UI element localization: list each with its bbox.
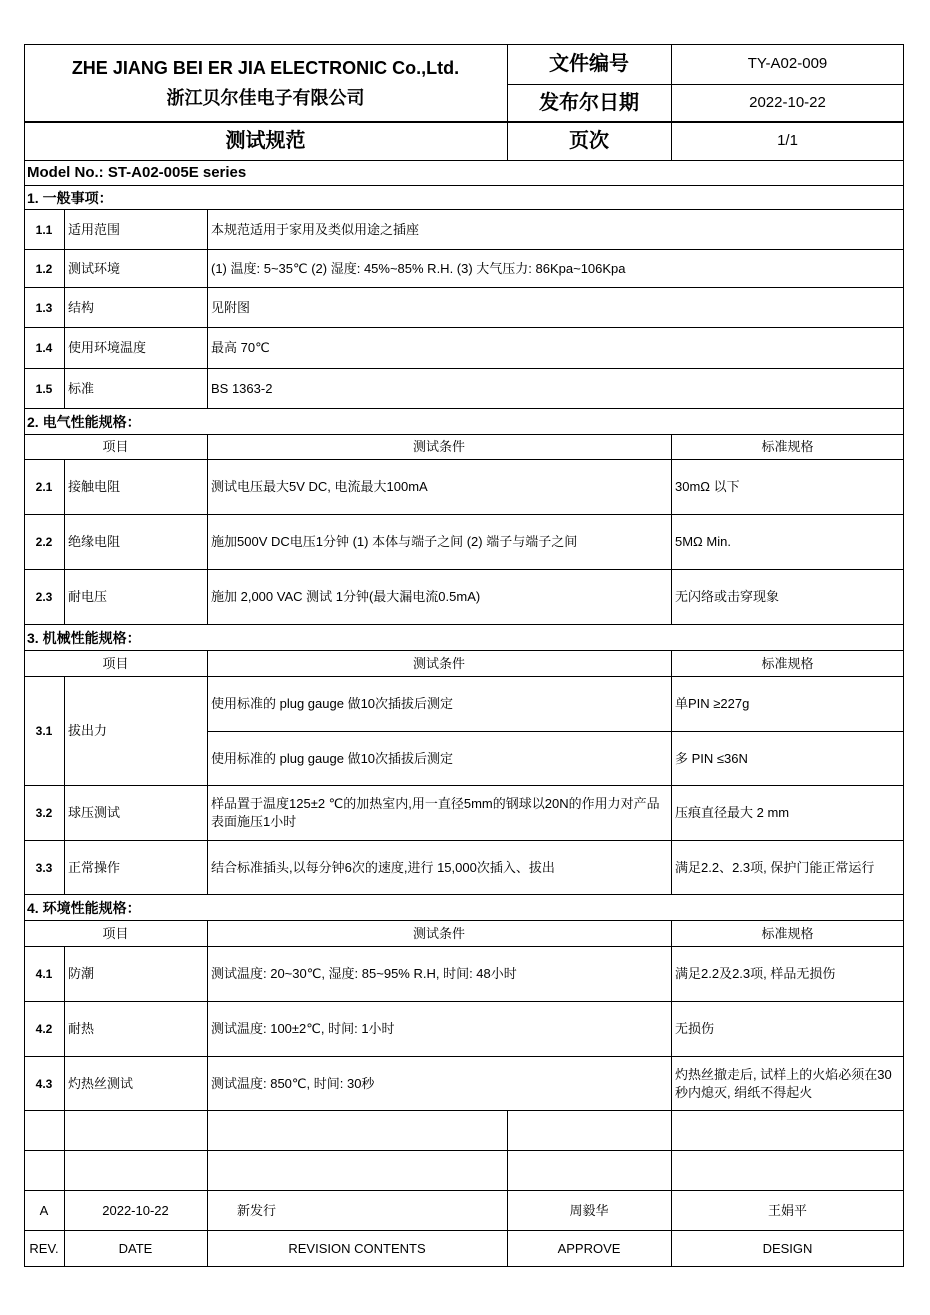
item-name: 结构 bbox=[68, 299, 95, 315]
item-name: 耐电压 bbox=[68, 589, 108, 604]
test-condition: 测试温度: 850℃, 时间: 30秒 bbox=[211, 1075, 375, 1091]
row-number: 2.3 bbox=[35, 590, 53, 604]
standard-spec: 多 PIN ≤36N bbox=[675, 750, 748, 766]
column-header-spec: 标准规格 bbox=[761, 655, 814, 671]
revision-date: 2022-10-22 bbox=[102, 1202, 169, 1218]
standard-spec: 满足2.2及2.3项, 样品无损伤 bbox=[675, 966, 836, 981]
company-name-en: ZHE JIANG BEI ER JIA ELECTRONIC Co.,Ltd. bbox=[71, 58, 460, 78]
item-name: 适用范围 bbox=[68, 221, 121, 237]
item-name: 防潮 bbox=[68, 966, 95, 981]
row-number: 4.2 bbox=[35, 1022, 53, 1036]
doc-number-label: 文件编号 bbox=[549, 53, 629, 75]
item-name: 测试环境 bbox=[68, 260, 121, 276]
row-number: 4.3 bbox=[35, 1076, 53, 1091]
column-header-spec: 标准规格 bbox=[761, 439, 814, 454]
document-title: 测试规范 bbox=[225, 130, 306, 152]
test-condition: 测试电压最大5V DC, 电流最大100mA bbox=[211, 479, 428, 494]
page-value: 1/1 bbox=[777, 132, 798, 149]
release-date-label: 发布尔日期 bbox=[539, 91, 639, 114]
item-name: 灼热丝测试 bbox=[68, 1075, 134, 1091]
row-number: 1.3 bbox=[35, 300, 53, 315]
test-condition: 结合标准插头,以每分钟6次的速度,进行 15,000次插入、拔出 bbox=[211, 859, 555, 875]
row-number: 4.1 bbox=[35, 967, 53, 981]
rev-label: REV. bbox=[29, 1240, 59, 1256]
revision-code: A bbox=[39, 1202, 49, 1218]
approve-label: APPROVE bbox=[557, 1240, 621, 1256]
column-header-condition: 测试条件 bbox=[412, 925, 465, 941]
model-number: Model No.: ST-A02-005E series bbox=[27, 164, 247, 181]
column-header-condition: 测试条件 bbox=[412, 439, 465, 454]
row-number: 1.5 bbox=[35, 381, 53, 396]
item-name: 标准 bbox=[68, 380, 95, 396]
approver-name: 周毅华 bbox=[569, 1202, 609, 1218]
standard-spec: 压痕直径最大 2 mm bbox=[675, 805, 790, 820]
item-name: 接触电阻 bbox=[68, 479, 121, 494]
row-number: 1.1 bbox=[35, 222, 53, 237]
column-header-condition: 测试条件 bbox=[412, 655, 465, 671]
section-3-title: 3. 机械性能规格： bbox=[27, 629, 141, 646]
test-specification-sheet bbox=[24, 44, 904, 1267]
row-number: 3.2 bbox=[35, 806, 53, 820]
revision-contents-label: REVISION CONTENTS bbox=[288, 1240, 426, 1256]
standard-spec: 满足2.2、2.3项, 保护门能正常运行 bbox=[675, 859, 875, 875]
item-content: BS 1363-2 bbox=[211, 380, 273, 396]
test-condition: 测试温度: 100±2℃, 时间: 1小时 bbox=[211, 1021, 395, 1036]
test-condition: 施加500V DC电压1分钟 (1) 本体与端子之间 (2) 端子与端子之间 bbox=[211, 534, 578, 549]
standard-spec: 无损伤 bbox=[675, 1021, 715, 1036]
standard-spec: 灼热丝撤走后, 试样上的火焰必须在30秒内熄灭, 绢纸不得起火 bbox=[675, 1066, 892, 1100]
date-label: DATE bbox=[118, 1240, 153, 1256]
doc-number-value: TY-A02-009 bbox=[747, 55, 828, 72]
item-name: 正常操作 bbox=[68, 859, 121, 875]
row-number: 3.3 bbox=[35, 860, 53, 875]
row-number: 1.4 bbox=[35, 341, 53, 355]
test-condition: 样品置于温度125±2 ℃的加热室内,用一直径5mm的钢球以20N的作用力对产品表面施压1小时 bbox=[211, 796, 660, 829]
row-number: 2.2 bbox=[35, 535, 53, 549]
section-1-title: 1. 一般事项： bbox=[27, 189, 113, 206]
item-content: (1) 温度: 5~35℃ (2) 湿度: 45%~85% R.H. (3) 大气压力: 86Kpa~106Kpa bbox=[211, 260, 626, 276]
design-label: DESIGN bbox=[762, 1240, 813, 1256]
item-name: 拔出力 bbox=[68, 723, 108, 738]
item-name: 耐热 bbox=[68, 1021, 95, 1036]
item-content: 见附图 bbox=[211, 299, 251, 315]
row-number: 1.2 bbox=[35, 261, 53, 276]
standard-spec: 30mΩ 以下 bbox=[675, 479, 740, 494]
revision-contents: 新发行 bbox=[237, 1202, 277, 1218]
page-label: 页次 bbox=[569, 130, 609, 152]
column-header-spec: 标准规格 bbox=[761, 925, 814, 941]
standard-spec: 无闪络或击穿现象 bbox=[675, 589, 780, 604]
item-name: 球压测试 bbox=[68, 805, 121, 820]
test-condition: 使用标准的 plug gauge 做10次插拔后测定 bbox=[211, 696, 454, 711]
column-header-item: 项目 bbox=[102, 655, 129, 671]
column-header-item: 项目 bbox=[102, 439, 129, 454]
release-date-value: 2022-10-22 bbox=[749, 93, 826, 111]
test-condition: 测试温度: 20~30℃, 湿度: 85~95% R.H, 时间: 48小时 bbox=[211, 966, 517, 981]
standard-spec: 单PIN ≥227g bbox=[675, 696, 750, 711]
item-name: 使用环境温度 bbox=[68, 340, 147, 355]
test-condition: 施加 2,000 VAC 测试 1分钟(最大漏电流0.5mA) bbox=[211, 589, 481, 604]
row-number: 3.1 bbox=[35, 724, 53, 738]
designer-name: 王娟平 bbox=[767, 1202, 807, 1218]
item-content: 最高 70℃ bbox=[211, 340, 270, 355]
test-condition: 使用标准的 plug gauge 做10次插拔后测定 bbox=[211, 750, 454, 766]
standard-spec: 5MΩ Min. bbox=[675, 534, 731, 549]
item-name: 绝缘电阻 bbox=[68, 534, 121, 549]
section-2-title: 2. 电气性能规格： bbox=[27, 413, 141, 430]
row-number: 2.1 bbox=[35, 480, 53, 494]
section-4-title: 4. 环境性能规格： bbox=[27, 899, 141, 916]
item-content: 本规范适用于家用及类似用途之插座 bbox=[211, 221, 420, 237]
column-header-item: 项目 bbox=[102, 925, 129, 941]
company-name-cn: 浙江贝尔佳电子有限公司 bbox=[166, 88, 365, 108]
